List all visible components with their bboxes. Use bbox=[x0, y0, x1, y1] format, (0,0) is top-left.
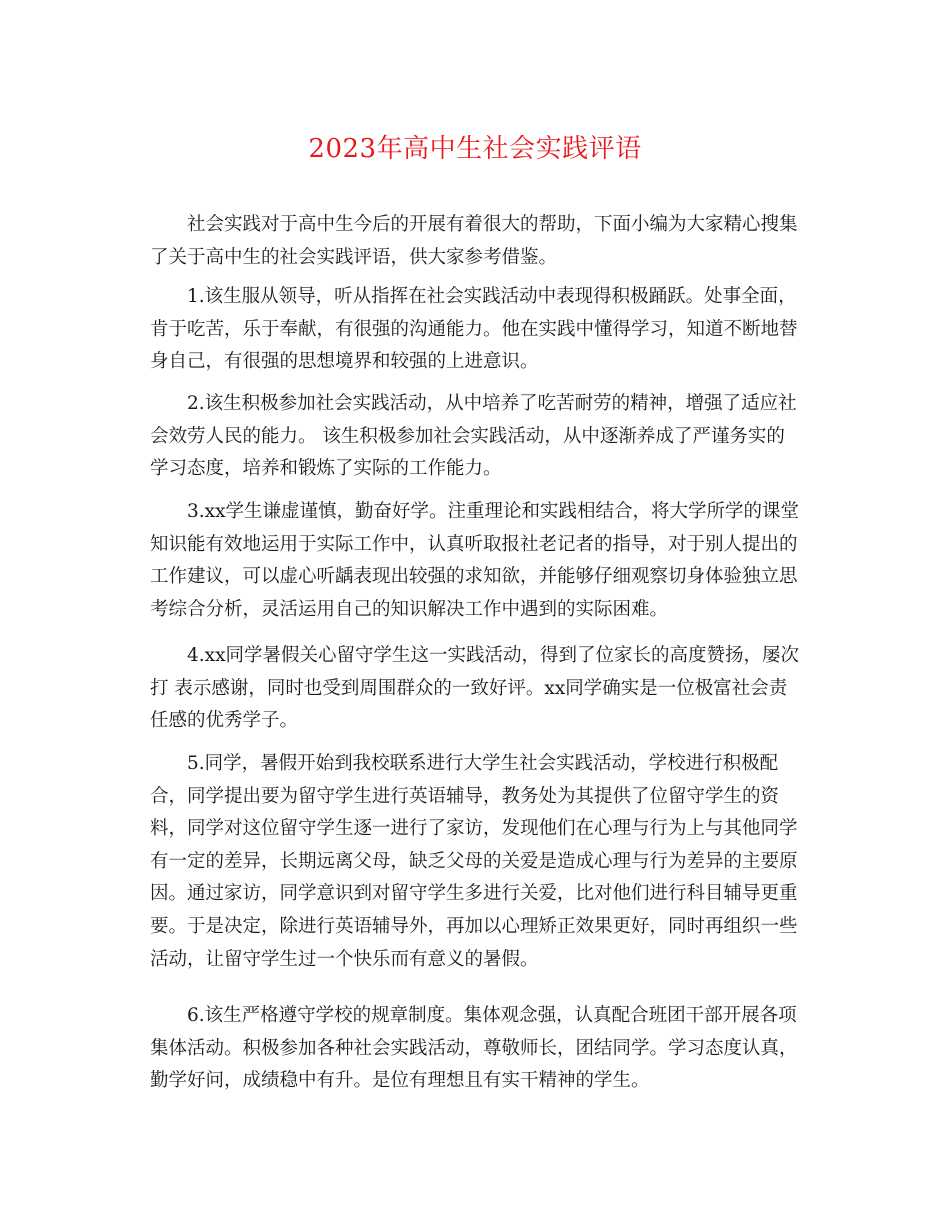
paragraph-line: 集体活动。积极参加各种社会实践活动，尊敬师长，团结同学。学习态度认真， bbox=[150, 1037, 798, 1059]
paragraph-line: 活动，让留守学生过一个快乐而有意义的暑假。 bbox=[150, 948, 539, 970]
paragraph-line: 工作建议，可以虚心听龋表现出较强的求知欲，并能够仔细观察切身体验独立思 bbox=[150, 566, 798, 588]
paragraph-line: 知识能有效地运用于实际工作中，认真听取报社老记者的指导，对于别人提出的 bbox=[150, 533, 798, 555]
document-title: 2023年高中生社会实践评语 bbox=[308, 134, 642, 164]
paragraph-line: 勤学好问，成绩稳中有升。是位有理想且有实干精神的学生。 bbox=[150, 1070, 650, 1092]
paragraph-line: 有一定的差异，长期远离父母，缺乏父母的关爱是造成心理与行为差异的主要原 bbox=[150, 850, 798, 872]
paragraph-line: 学习态度，培养和锻炼了实际的工作能力。 bbox=[150, 458, 502, 480]
paragraph-item-5 bbox=[150, 748, 810, 976]
paragraph-line: 要。于是决定，除进行英语辅导外，再加以心理矫正效果更好，同时再组织一些 bbox=[150, 915, 798, 937]
paragraph-line: 因。通过家访，同学意识到对留守学生多进行关爱，比对他们进行科目辅导更重 bbox=[150, 883, 798, 905]
paragraph-line: 3.xx学生谦虚谨慎，勤奋好学。注重理论和实践相结合，将大学所学的课堂 bbox=[187, 501, 800, 522]
paragraph-line: 会效劳人民的能力。 该生积极参加社会实践活动，从中逐渐养成了严谨务实的 bbox=[150, 425, 785, 447]
paragraph-line: 了关于高中生的社会实践评语，供大家参考借鉴。 bbox=[150, 246, 558, 268]
paragraph-item-1 bbox=[150, 281, 810, 379]
paragraph-line: 4.xx同学暑假关心留守学生这一实践活动，得到了位家长的高度赞扬，屡次 bbox=[187, 645, 800, 666]
paragraph-line: 1.该生服从领导，听从指挥在社会实践活动中表现得积极踊跃。处事全面， bbox=[187, 286, 797, 307]
paragraph-item-4 bbox=[150, 640, 810, 738]
paragraph-item-6 bbox=[150, 1000, 810, 1098]
paragraph-line: 料，同学对这位留守学生逐一进行了家访，发现他们在心理与行为上与其他同学 bbox=[150, 818, 798, 840]
paragraph-line: 任感的优秀学子。 bbox=[150, 710, 299, 732]
paragraph-line: 合，同学提出要为留守学生进行英语辅导，教务处为其提供了位留守学生的资 bbox=[150, 785, 780, 807]
paragraph-item-2 bbox=[150, 388, 810, 486]
paragraph-line: 2.该生积极参加社会实践活动，从中培养了吃苦耐劳的精神，增强了适应社 bbox=[187, 393, 797, 414]
paragraph-line: 考综合分析，灵活运用自己的知识解决工作中遇到的实际困难。 bbox=[150, 598, 669, 620]
paragraph-line: 5.同学，暑假开始到我校联系进行大学生社会实践活动，学校进行积极配 bbox=[187, 753, 779, 774]
paragraph-item-3 bbox=[150, 496, 810, 626]
paragraph-line: 打 表示感谢，同时也受到周围群众的一致好评。xx同学确实是一位极富社会责 bbox=[150, 677, 788, 699]
paragraph-line: 6.该生严格遵守学校的规章制度。集体观念强，认真配合班团干部开展各项 bbox=[187, 1005, 797, 1026]
paragraph-line: 社会实践对于高中生今后的开展有着很大的帮助，下面小编为大家精心搜集 bbox=[187, 214, 798, 235]
paragraph-line: 肯于吃苦，乐于奉献，有很强的沟通能力。他在实践中懂得学习，知道不断地替 bbox=[150, 318, 798, 340]
paragraph-intro bbox=[150, 209, 810, 274]
paragraph-line: 身自己，有很强的思想境界和较强的上进意识。 bbox=[150, 351, 539, 373]
